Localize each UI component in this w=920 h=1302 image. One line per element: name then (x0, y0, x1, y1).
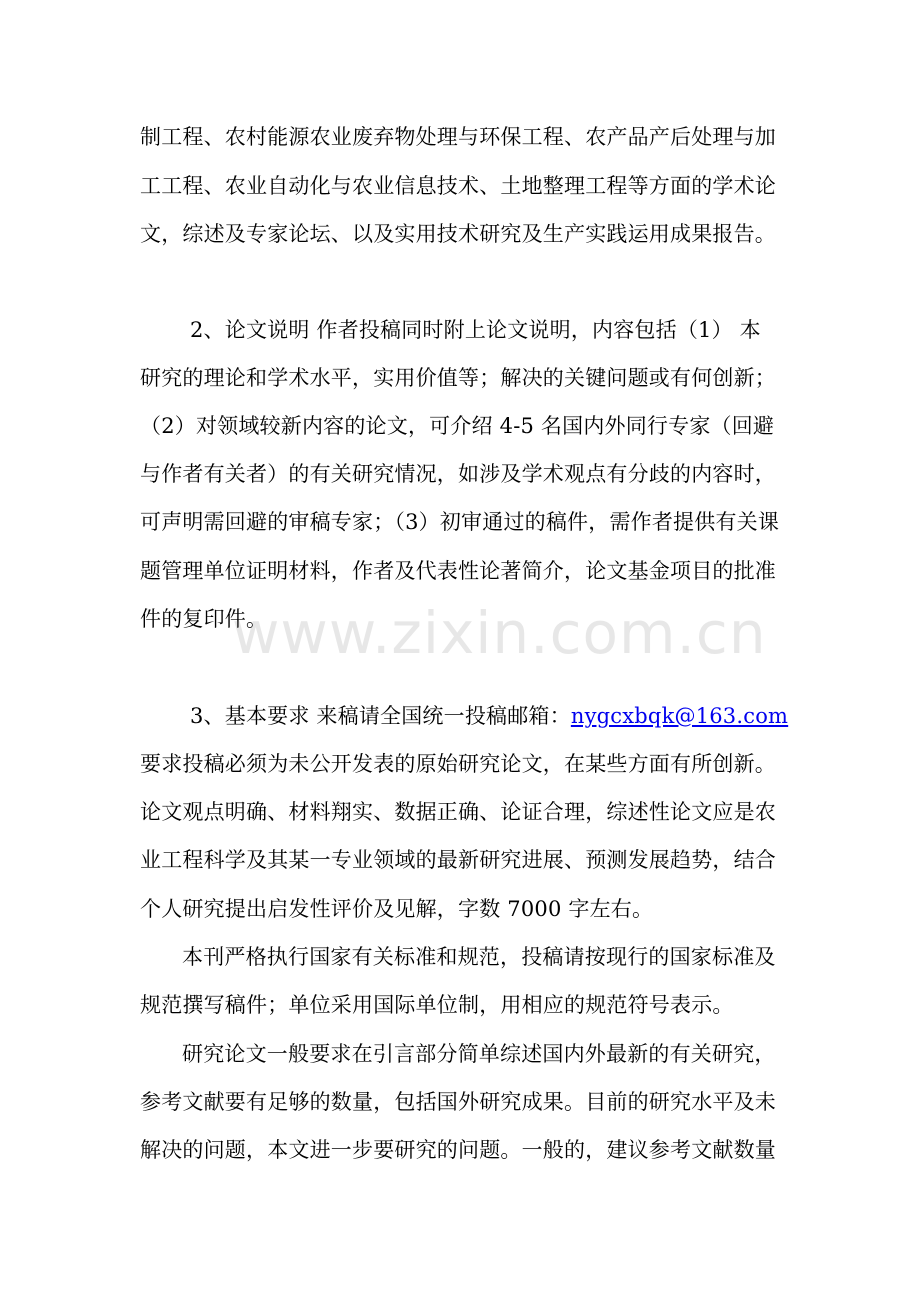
research-line-1: 研究论文一般要求在引言部分简单综述国内外最新的有关研究， (182, 1042, 776, 1066)
section2-line-5: 可声明需回避的审稿专家；（3）初审通过的稿件，需作者提供有关课 (140, 510, 780, 534)
section3-line-4: 业工程科学及其某一专业领域的最新研究进展、预测发展趋势，结合 (140, 848, 776, 872)
section3-line-2: 要求投稿必须为未公开发表的原始研究论文，在某些方面有所创新。 (140, 752, 776, 776)
section2-line-3: （2）对领域较新内容的论文，可介绍 4-5 名国内外同行专家（回避 (140, 414, 775, 438)
watermark-text: www.zixin.com.cn (232, 599, 767, 667)
section3-line-3: 论文观点明确、材料翔实、数据正确、论证合理，综述性论文应是农 (140, 800, 776, 824)
intro-line-2: 工工程、农业自动化与农业信息技术、土地整理工程等方面的学术论 (140, 174, 776, 198)
submission-email-link[interactable]: nygcxbqk@163.com (570, 704, 789, 728)
intro-line-1: 制工程、农村能源农业废弃物处理与环保工程、农产品产后处理与加 (140, 125, 776, 149)
standards-line-2: 规范撰写稿件；单位采用国际单位制，用相应的规范符号表示。 (140, 993, 734, 1017)
section3-line-1 (190, 704, 788, 728)
section2-line-2: 研究的理论和学术水平，实用价值等；解决的关键问题或有何创新； (140, 366, 776, 390)
section2-line-6: 题管理单位证明材料，作者及代表性论著简介，论文基金项目的批准 (140, 559, 776, 583)
section3-line-5: 个人研究提出启发性评价及见解，字数 7000 字左右。 (140, 897, 654, 921)
intro-line-3: 文，综述及专家论坛、以及实用技术研究及生产实践运用成果报告。 (140, 222, 776, 246)
section2-line-1: 2、论文说明 作者投稿同时附上论文说明，内容包括（1） 本 (190, 318, 761, 342)
research-line-3: 解决的问题，本文进一步要研究的问题。一般的，建议参考文献数量 (140, 1138, 776, 1162)
standards-line-1: 本刊严格执行国家有关标准和规范，投稿请按现行的国家标准及 (182, 945, 776, 969)
section3-intro-text: 3、基本要求 来稿请全国统一投稿邮箱： (190, 704, 571, 728)
section2-line-7: 件的复印件。 (140, 607, 268, 631)
research-line-2: 参考文献要有足够的数量，包括国外研究成果。目前的研究水平及未 (140, 1090, 776, 1114)
section2-line-4: 与作者有关者）的有关研究情况，如涉及学术观点有分歧的内容时， (140, 462, 776, 486)
